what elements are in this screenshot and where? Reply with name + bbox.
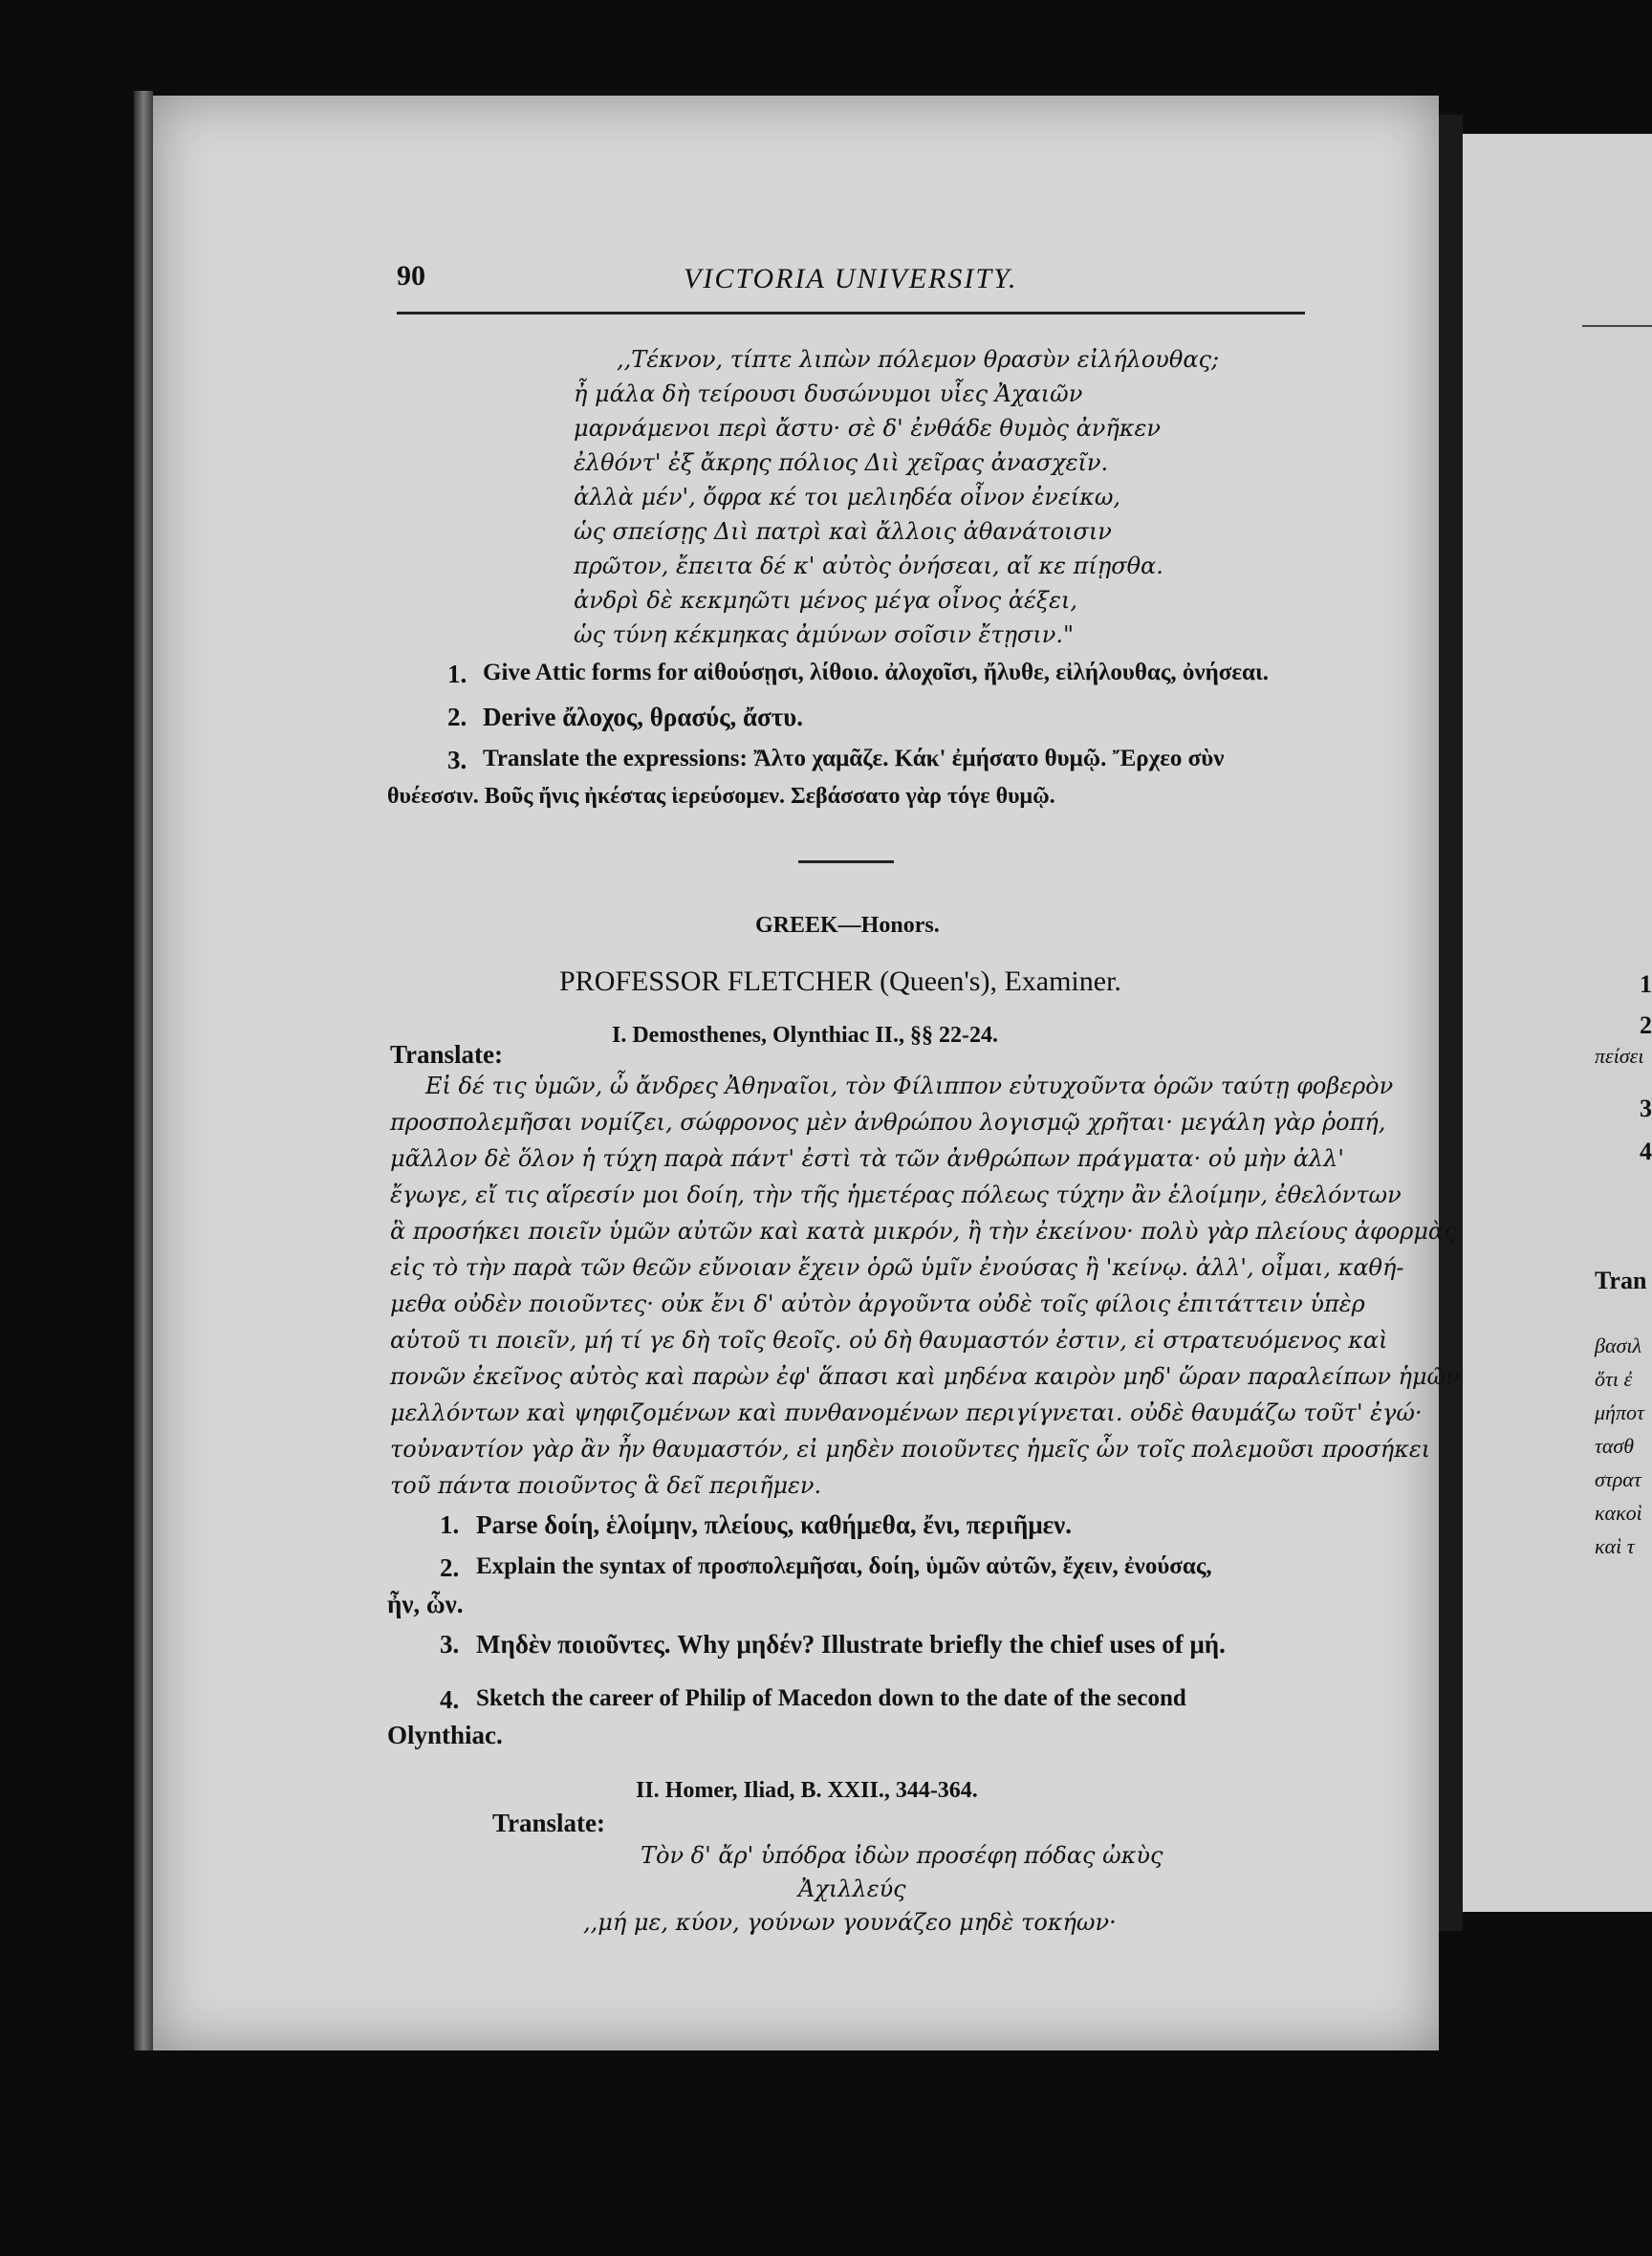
header-rule — [397, 312, 1305, 315]
examiner-line: PROFESSOR FLETCHER (Queen's), Examiner. — [559, 965, 1121, 997]
prose-line: πονῶν ἐκεῖνος αὐτὸς καὶ παρὼν ἐφ' ἅπασι καὶ μηδένα καιρὸν μηδ' ὥραν παραλείπων ἡμῶν — [390, 1363, 1460, 1390]
question-continuation: θυέεσσιν. Βοῦς ἤνις ἠκέστας ἱερεύσομεν. Σεβάσσατο γὰρ τόγε θυμῷ. — [387, 784, 1055, 809]
subsection-heading: I. Demosthenes, Olynthiac II., §§ 22-24. — [612, 1023, 999, 1048]
prose-line: τοῦ πάντα ποιοῦντος ἃ δεῖ περιῆμεν. — [390, 1472, 822, 1499]
question-number: 4. — [440, 1685, 460, 1714]
right-page-fragment: βασιλ — [1595, 1334, 1641, 1357]
question-text: Parse δοίη, ἑλοίμην, πλείους, καθήμεθα, ἔνι, περιῆμεν. — [476, 1510, 1072, 1539]
question-text: Explain the syntax of προσπολεμῆσαι, δοίη, ὑμῶν αὐτῶν, ἔχειν, ἐνούσας, — [476, 1553, 1212, 1579]
verse-line: Τὸν δ' ἄρ' ὑπόδρα ἰδὼν προσέφη πόδας ὠκὺς — [641, 1842, 1163, 1869]
prose-line: μᾶλλον δὲ ὅλον ἡ τύχη παρὰ πάντ' ἐστὶ τὰ τῶν ἀνθρώπων πράγματα· οὐ μὴν ἀλλ' — [390, 1145, 1344, 1172]
poem-line: ὡς τύνη κέκμηκας ἀμύνων σοῖσιν ἔτῃσιν." — [574, 621, 1075, 648]
right-page-rule — [1582, 325, 1652, 327]
question-text: Μηδὲν ποιοῦντες. Why μηδέν? Illustrate briefly the chief uses of μή. — [476, 1630, 1226, 1659]
question-number: 3. — [447, 746, 467, 774]
right-page-fragment: μήποτ — [1595, 1400, 1644, 1424]
poem-line: ἀνδρὶ δὲ κεκμηῶτι μένος μέγα οἶνος ἀέξει, — [574, 587, 1078, 614]
question-text: Give Attic forms for αἰθούσῃσι, λίθοιο. ἀλοχοῖσι, ἤλυθε, εἰλήλουθας, ὀνήσεαι. — [483, 660, 1270, 685]
prose-line: τοὐναντίον γὰρ ἂν ἦν θαυμαστόν, εἰ μηδὲν ποιοῦντες ἡμεῖς ὧν τοῖς πολεμοῦσι προσήκει — [390, 1436, 1431, 1463]
right-page-fragment: Tran — [1595, 1267, 1647, 1294]
right-page-fragment: 2 — [1640, 1011, 1652, 1039]
right-page — [1463, 134, 1652, 1912]
right-page-fragment: στρατ — [1595, 1467, 1641, 1491]
right-page-fragment: καὶ τ — [1595, 1534, 1635, 1558]
prose-line: εἰς τὸ τὴν παρὰ τῶν θεῶν εὔνοιαν ἔχειν ὁρῶ ὑμῖν ἐνούσας ἢ 'κείνῳ. ἀλλ', οἶμαι, καθή- — [390, 1254, 1404, 1281]
poem-line: πρῶτον, ἔπειτα δέ κ' αὐτὸς ὀνήσεαι, αἴ κε πίῃσθα. — [574, 553, 1163, 579]
right-page-fragment: πείσει — [1595, 1044, 1644, 1068]
question-text: Translate the expressions: Ἄλτο χαμᾶζε. Κάκ' ἐμήσατο θυμῷ. Ἔρχεο σὺν — [483, 746, 1225, 771]
running-title: VICTORIA UNIVERSITY. — [684, 263, 1018, 294]
book-gutter — [1439, 115, 1463, 1931]
poem-line: μαρνάμενοι περὶ ἄστυ· σὲ δ' ἐνθάδε θυμὸς ἀνῆκεν — [574, 415, 1161, 442]
prose-line: Εἰ δέ τις ὑμῶν, ὦ ἄνδρες Ἀθηναῖοι, τὸν Φίλιππον εὐτυχοῦντα ὁρῶν ταύτῃ φοβερὸν — [425, 1073, 1394, 1099]
question-continuation: ἦν, ὧν. — [387, 1590, 464, 1618]
prose-line: μελλόντων καὶ ψηφιζομένων καὶ πυνθανομένων περιγίγνεται. οὐδὲ θαυμάζω τοῦτ' ἐγώ· — [390, 1399, 1423, 1426]
verse-line: ,,μή με, κύον, γούνων γουνάζεο μηδὲ τοκήων· — [583, 1909, 1117, 1936]
question-number: 2. — [447, 703, 467, 731]
page-number: 90 — [397, 260, 425, 292]
right-page-fragment: τασθ — [1595, 1434, 1635, 1458]
right-page-fragment: κακοὶ — [1595, 1501, 1642, 1525]
section-heading: GREEK—Honors. — [755, 913, 940, 938]
book-spine-edge — [134, 91, 153, 2050]
translate-label: Translate: — [390, 1040, 503, 1069]
prose-line: προσπολεμῆσαι νομίζει, σώφρονος μὲν ἀνθρώπου λογισμῷ χρῆται· μεγάλη γὰρ ῥοπή, — [390, 1109, 1386, 1136]
right-page-fragment: 4 — [1640, 1138, 1652, 1165]
question-number: 3. — [440, 1630, 460, 1659]
right-page-fragment: 3 — [1640, 1095, 1652, 1122]
translate-label: Translate: — [492, 1809, 605, 1837]
poem-line: ἦ μάλα δὴ τείρουσι δυσώνυμοι υἷες Ἀχαιῶν — [574, 380, 1083, 407]
question-text: Sketch the career of Philip of Macedon down to the date of the second — [476, 1685, 1186, 1711]
prose-line: ἔγωγε, εἴ τις αἵρεσίν μοι δοίη, τὴν τῆς ἡμετέρας πόλεως τύχην ἂν ἑλοίμην, ἐθελόντων — [390, 1182, 1402, 1208]
question-number: 1. — [447, 660, 467, 688]
prose-line: ἃ προσήκει ποιεῖν ὑμῶν αὐτῶν καὶ κατὰ μικρόν, ἢ τὴν ἐκείνου· πολὺ γὰρ πλείους ἀφορμὰς — [390, 1218, 1457, 1245]
section-separator — [798, 860, 894, 863]
prose-line: αὑτοῦ τι ποιεῖν, μή τί γε δὴ τοῖς θεοῖς. οὐ δὴ θαυμαστόν ἐστιν, εἰ στρατευόμενος καὶ — [390, 1327, 1388, 1354]
poem-line: ,,Τέκνον, τίπτε λιπὼν πόλεμον θρασὺν εἰλήλουθας; — [617, 346, 1220, 373]
question-text: Derive ἄλοχος, θρασύς, ἄστυ. — [483, 703, 803, 731]
prose-line: μεθα οὐδὲν ποιοῦντες· οὐκ ἔνι δ' αὐτὸν ἀργοῦντα οὐδὲ τοῖς φίλοις ἐπιτάττειν ὑπὲρ — [390, 1291, 1365, 1317]
poem-line: ἀλλὰ μέν', ὄφρα κέ τοι μελιηδέα οἶνον ἐνείκω, — [574, 484, 1121, 510]
right-page-fragment: 1 — [1640, 970, 1652, 998]
right-page-fragment: ὅτι ἐ — [1595, 1367, 1633, 1391]
poem-line: ὡς σπείσῃς Διὶ πατρὶ καὶ ἄλλοις ἀθανάτοισιν — [574, 518, 1112, 545]
verse-line: Ἀχιλλεύς — [798, 1876, 906, 1902]
subsection-heading: II. Homer, Iliad, B. XXII., 344-364. — [636, 1778, 978, 1803]
poem-line: ἐλθόντ' ἐξ ἄκρης πόλιος Διὶ χεῖρας ἀνασχεῖν. — [574, 449, 1109, 476]
question-continuation: Olynthiac. — [387, 1721, 503, 1749]
question-number: 2. — [440, 1553, 460, 1582]
question-number: 1. — [440, 1510, 460, 1539]
